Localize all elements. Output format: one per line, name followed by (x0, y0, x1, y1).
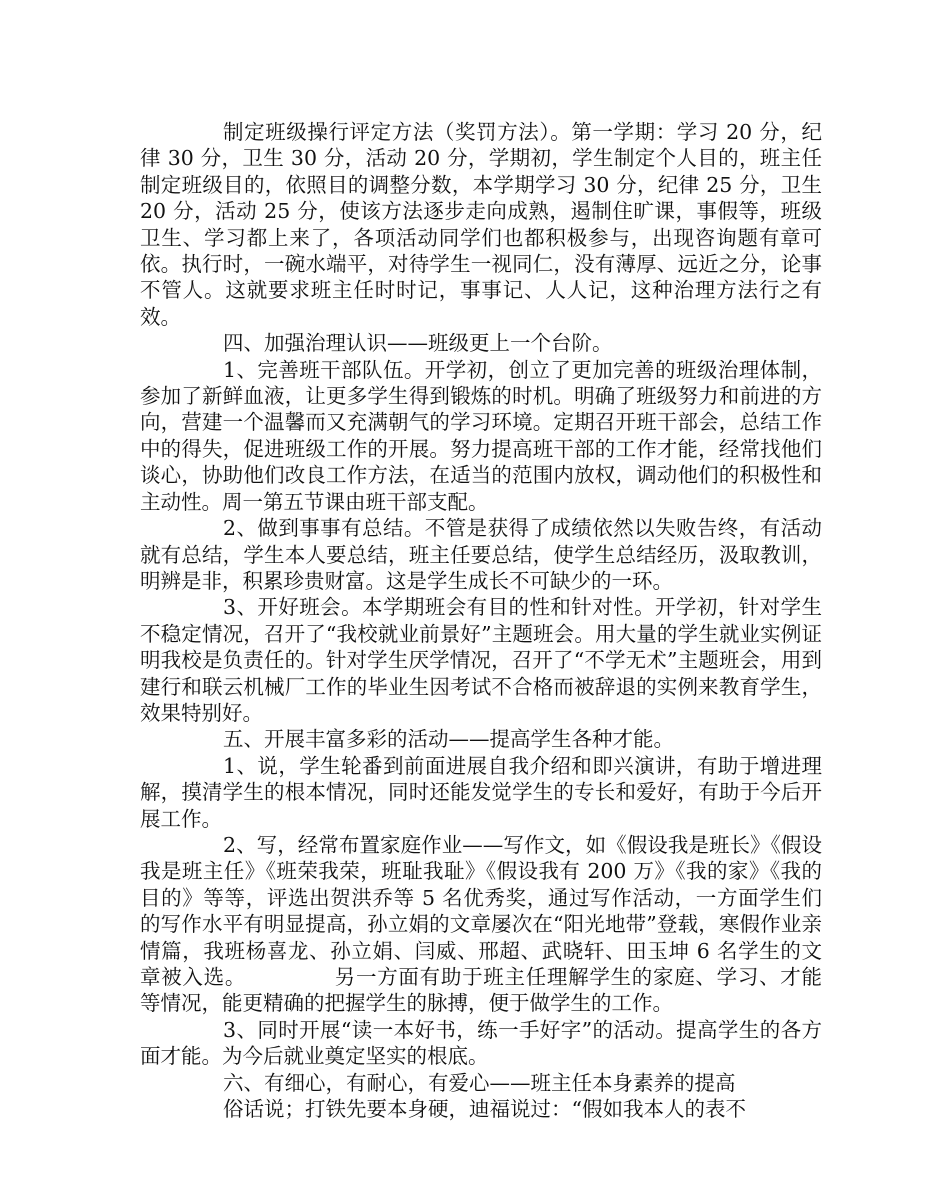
paragraph-class-cadres: 1、完善班干部队伍。开学初，创立了更加完善的班级治理体制，参加了新鲜血液，让更多学生得到锻炼的时机。明确了班级努力和前进的方向，营建一个温馨而又充满朝气的学习环境。定期召开班干部会，总结工作中的得失，促进班级工作的开展。努力提高班干部的工作才能，经常找他们谈心，协助他们改良工作方法，在适当的范围内放权，调动他们的积极性和主动性。周一第五节课由班干部支配。 (140, 357, 822, 514)
document-page (140, 119, 822, 1122)
paragraph-reading-activity: 3、同时开展“读一本好书，练一手好字”的活动。提高学生的各方面才能。为今后就业奠定坚实的根底。 (140, 1017, 822, 1069)
paragraph-grading-method: 制定班级操行评定方法（奖罚方法）。第一学期：学习 20 分，纪律 30 分，卫生 30 分，活动 20 分，学期初，学生制定个人目的，班主任制定班级目的，依照目的调整分数，本学期学习 30 分，纪律 25 分，卫生 20 分，活动 25 分，使该方法逐步走向成熟，遏制住旷课，事假等，班级卫生、学习都上来了，各项活动同学们也都积极参与，出现咨询题有章可依。执行时，一碗水端平，对待学生一视同仁，没有薄厚、远近之分，论事不管人。这就要求班主任时时记，事事记、人人记，这种治理方法行之有效。 (140, 120, 822, 329)
paragraph-summaries: 2、做到事事有总结。不管是获得了成绩依然以失败告终，有活动就有总结，学生本人要总结，班主任要总结，使学生总结经历，汲取教训，明辨是非，积累珍贵财富。这是学生成长不可缺少的一环。 (140, 516, 822, 593)
section-heading-5: 五、开展丰富多彩的活动——提高学生各种才能。 (223, 727, 674, 752)
section-heading-4: 四、加强治理认识——班级更上一个台阶。 (223, 331, 613, 356)
section-heading-6: 六、有细心，有耐心，有爱心——班主任本身素养的提高 (223, 1070, 736, 1095)
paragraph-writing-part-2: 另一方面有助于班主任理解学生的家庭、学习、才能等情况，能更精确的把握学生的脉搏，便于做学生的工作。 (140, 965, 823, 1016)
paragraph-proverb: 俗话说；打铁先要本身硬，迪福说过：“假如我本人的表不 (223, 1097, 746, 1122)
paragraph-writing-part-1: 2、写，经常布置家庭作业——写作文，如《假设我是班长》《假设我是班主任》《班荣我荣，班耻我耻》《假设我有 200 万》《我的家》《我的目的》等等，评选出贺洪乔等 5 名优秀奖，通过写作活动，一方面学生们的写作水平有明显提高，孙立娟的文章屡次在“阳光地带”登载，寒假作业亲情篇，我班杨喜龙、孙立娟、闫威、邢超、武晓轩、田玉坤 6 名学生的文章被入选。 (140, 832, 822, 989)
paragraph-writing (140, 832, 822, 1017)
paragraph-class-meetings: 3、开好班会。本学期班会有目的性和针对性。开学初，针对学生不稳定情况，召开了“我校就业前景好”主题班会。用大量的学生就业实例证明我校是负责任的。针对学生厌学情况，召开了“不学无术”主题班会，用到建行和联云机械厂工作的毕业生因考试不合格而被辞退的实例来教育学生，效果特别好。 (140, 595, 822, 725)
paragraph-speaking: 1、说，学生轮番到前面进展自我介绍和即兴演讲，有助于增进理解，摸清学生的根本情况，同时还能发觉学生的专长和爱好，有助于今后开展工作。 (140, 753, 822, 831)
